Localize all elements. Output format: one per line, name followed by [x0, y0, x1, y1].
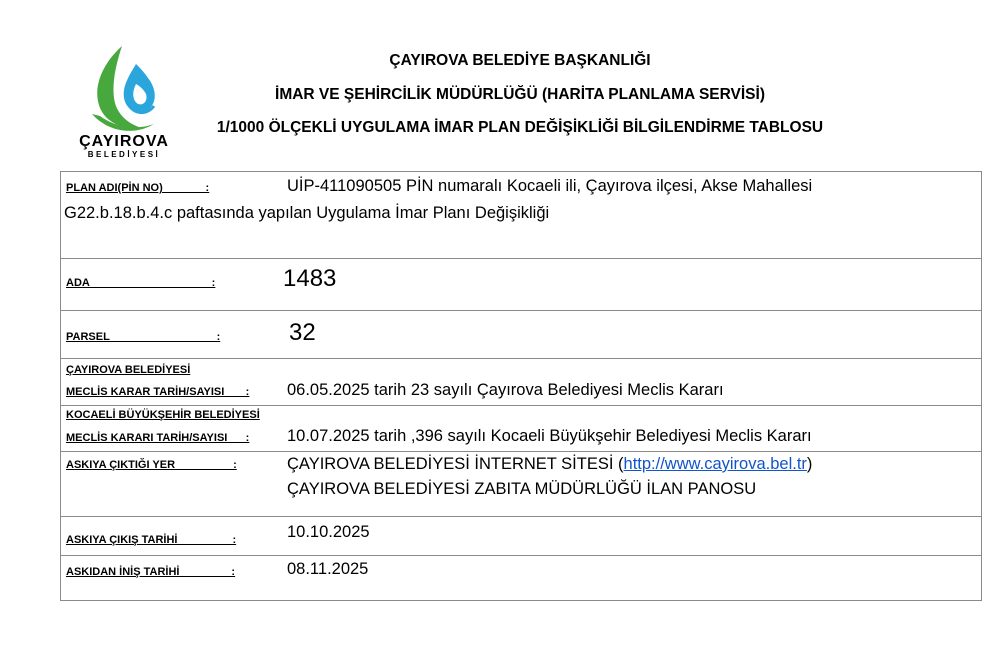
logo-subtitle: BELEDİYESİ — [87, 150, 161, 159]
table-row-askiya-tarih — [61, 517, 981, 556]
ada-value: 1483 — [283, 265, 337, 292]
parsel-value: 32 — [289, 319, 316, 346]
askidan-tarih-label: ASKIDAN İNİŞ TARİHİ : — [66, 566, 236, 578]
askiya-tarih-label: ASKIYA ÇIKIŞ TARİHİ : — [66, 534, 237, 546]
askiya-yer-value-1 — [287, 455, 812, 474]
askiya-tarih-value: 10.10.2025 — [287, 523, 370, 541]
info-table — [60, 171, 982, 601]
website-link[interactable]: http://www.cayirova.bel.tr — [623, 455, 807, 473]
parsel-label: PARSEL : — [66, 331, 221, 343]
plan-label: PLAN ADI(PİN NO) : — [66, 182, 210, 194]
header-title-3: 1/1000 ÖLÇEKLİ UYGULAMA İMAR PLAN DEĞİŞİKLİĞİ BİLGİLENDİRME TABLOSU — [216, 119, 824, 136]
plan-value-line1: UİP-411090505 PİN numaralı Kocaeli ili, Çayırova ilçesi, Akse Mahallesi — [287, 177, 813, 195]
meclis-value: 06.05.2025 tarih 23 sayılı Çayırova Belediyesi Meclis Kararı — [287, 381, 724, 399]
askiya-yer-value-2: ÇAYIROVA BELEDİYESİ ZABITA MÜDÜRLÜĞÜ İLAN PANOSU — [287, 480, 757, 498]
askiya-yer-suffix: ) — [806, 455, 813, 473]
plan-value-line2: G22.b.18.b.4.c paftasında yapılan Uygulama İmar Planı Değişikliği — [64, 204, 550, 222]
meclis-label-2: MECLİS KARAR TARİH/SAYISI : — [66, 386, 250, 398]
table-row-buyuksehir — [61, 406, 981, 452]
table-row-askiya-yer — [61, 452, 981, 517]
table-row-askidan-tarih — [61, 556, 981, 601]
askidan-tarih-value: 08.11.2025 — [287, 560, 369, 578]
table-row-ada — [61, 258, 981, 311]
header-title-1: ÇAYIROVA BELEDİYE BAŞKANLIĞI — [389, 52, 651, 69]
table-row-plan — [61, 172, 981, 259]
buyuksehir-label-2: MECLİS KARARI TARİH/SAYISI : — [66, 432, 250, 444]
header-title-2: İMAR VE ŞEHİRCİLİK MÜDÜRLÜĞÜ (HARİTA PLANLAMA SERVİSİ) — [275, 86, 765, 103]
meclis-label-1: ÇAYIROVA BELEDİYESİ — [66, 364, 191, 376]
logo-name: ÇAYIROVA — [79, 133, 169, 150]
ada-label: ADA : — [66, 277, 216, 289]
askiya-yer-prefix: ÇAYIROVA BELEDİYESİ İNTERNET SİTESİ ( — [287, 455, 624, 473]
askiya-yer-label: ASKIYA ÇIKTIĞI YER : — [66, 459, 237, 471]
buyuksehir-value: 10.07.2025 tarih ,396 sayılı Kocaeli Büyükşehir Belediyesi Meclis Kararı — [287, 427, 812, 445]
buyuksehir-label-1: KOCAELİ BÜYÜKŞEHİR BELEDİYESİ — [66, 409, 260, 421]
table-row-parsel — [61, 311, 981, 359]
table-row-meclis — [61, 359, 981, 406]
